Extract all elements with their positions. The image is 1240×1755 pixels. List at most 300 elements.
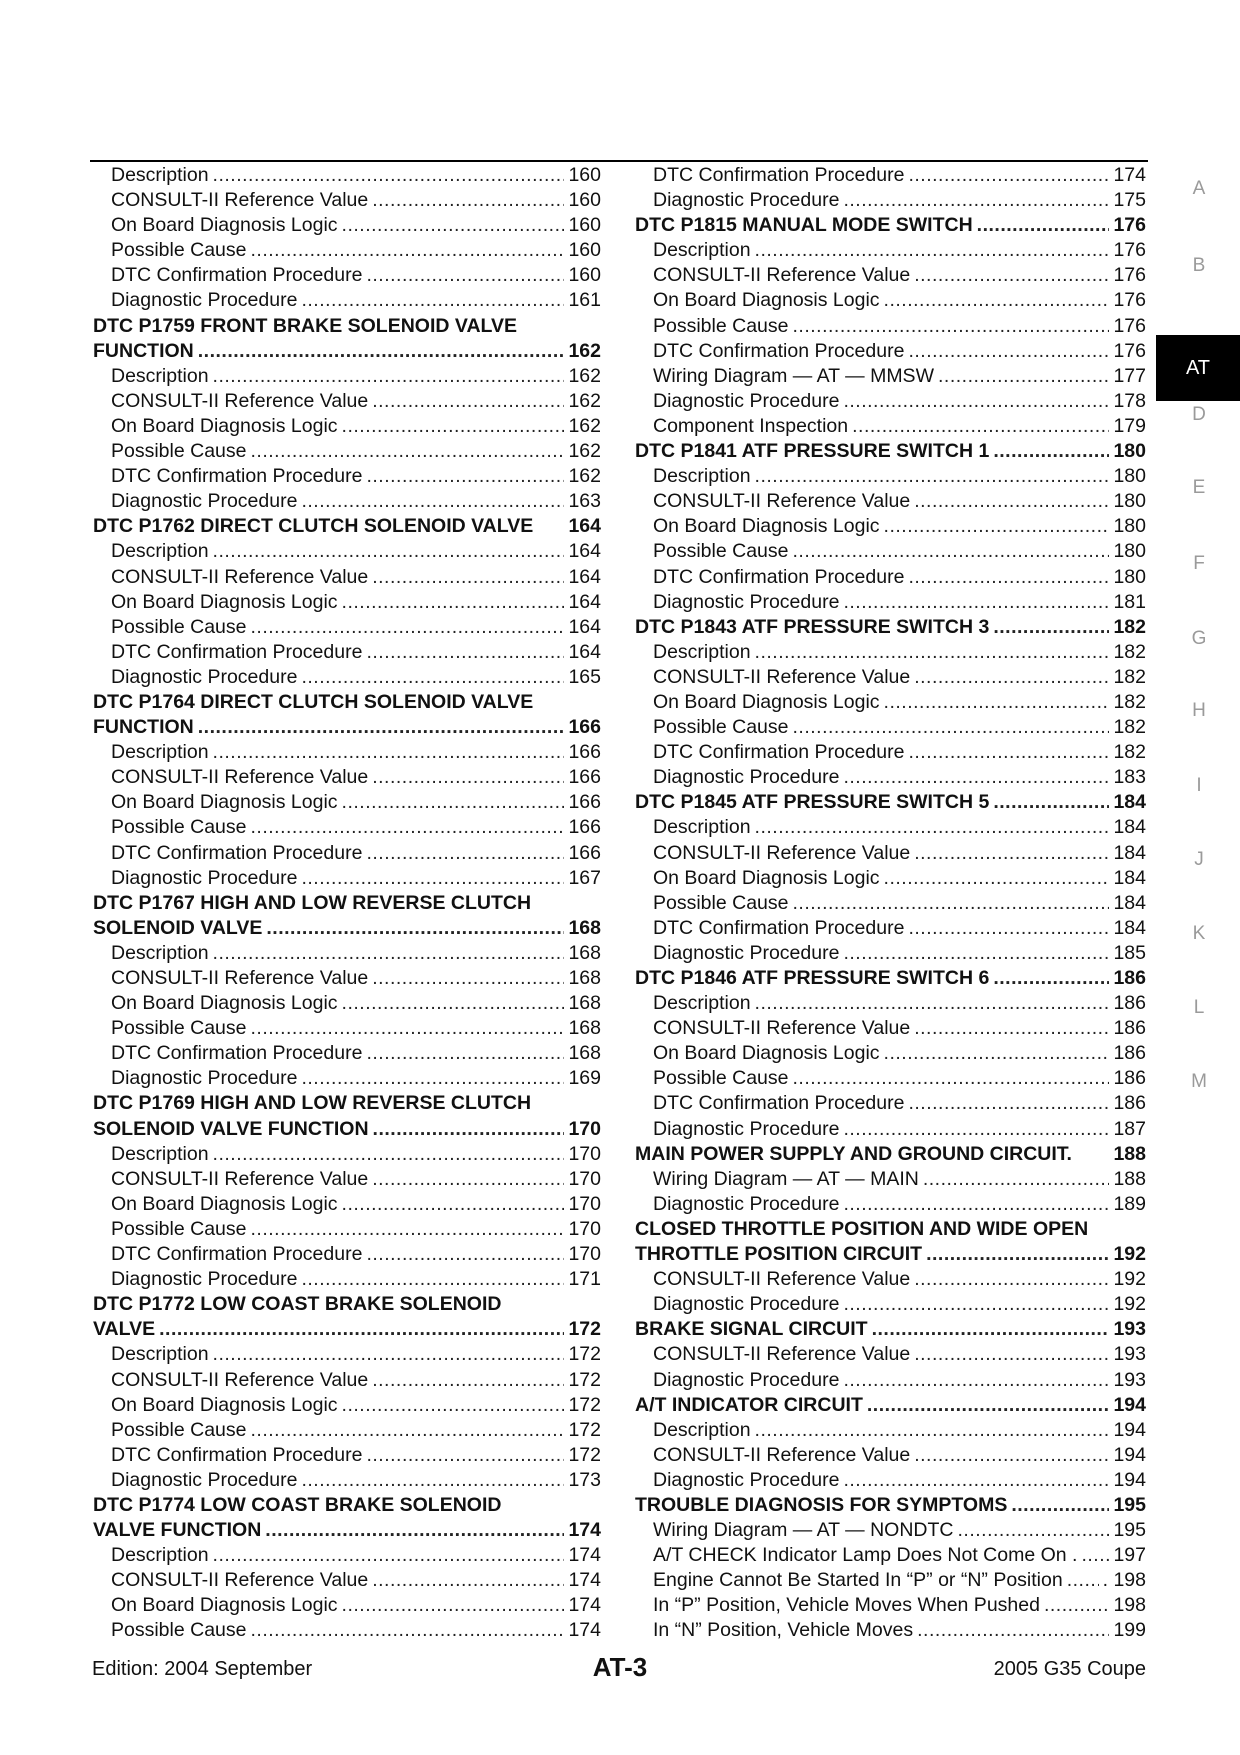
toc-dot-leader	[366, 841, 564, 866]
toc-entry[interactable]	[93, 1041, 601, 1066]
toc-entry-title: DTC Confirmation Procedure	[653, 1092, 905, 1115]
toc-entry[interactable]	[635, 263, 1146, 288]
toc-dot-leader	[372, 966, 564, 991]
toc-entry[interactable]	[93, 1142, 601, 1167]
toc-entry[interactable]	[635, 414, 1146, 439]
toc-entry[interactable]	[93, 163, 601, 188]
toc-entry[interactable]	[93, 815, 601, 840]
toc-entry-title: Diagnostic Procedure	[111, 866, 298, 889]
toc-entry[interactable]	[93, 1593, 601, 1618]
toc-section-heading[interactable]	[93, 715, 601, 740]
toc-dot-leader	[843, 389, 1109, 414]
toc-entry-title: Description	[653, 992, 751, 1015]
toc-dot-leader	[1081, 1543, 1109, 1568]
section-tab-k[interactable]: K	[1192, 923, 1206, 944]
toc-dot-leader	[843, 1368, 1109, 1393]
toc-page-number: 177	[1113, 364, 1146, 387]
toc-entry[interactable]	[93, 414, 601, 439]
toc-entry[interactable]	[93, 238, 601, 263]
toc-entry-title: Diagnostic Procedure	[111, 665, 298, 688]
toc-page-number: 166	[568, 841, 601, 864]
toc-entry-title: Diagnostic Procedure	[653, 389, 840, 412]
toc-page-number: 169	[568, 1067, 601, 1090]
toc-entry-title: DTC P1764 DIRECT CLUTCH SOLENOID VALVE	[93, 690, 534, 713]
toc-entry[interactable]	[93, 439, 601, 464]
toc-entry-title: Diagnostic Procedure	[111, 1067, 298, 1090]
toc-entry[interactable]	[635, 288, 1146, 313]
toc-entry[interactable]	[635, 1091, 1146, 1116]
toc-entry-title: Description	[111, 164, 209, 186]
toc-page-number: 180	[1113, 515, 1146, 538]
toc-right-column	[635, 163, 1146, 1644]
section-tab-l[interactable]: L	[1193, 997, 1205, 1018]
toc-page-number: 170	[568, 1192, 601, 1215]
toc-dot-leader	[301, 288, 564, 313]
toc-entry[interactable]	[635, 1518, 1146, 1543]
toc-dot-leader	[884, 690, 1110, 715]
toc-page-number: 176	[1113, 314, 1146, 337]
toc-entry-title: On Board Diagnosis Logic	[111, 1594, 338, 1617]
toc-entry[interactable]	[635, 1593, 1146, 1618]
toc-entry-title: CONSULT-II Reference Value	[653, 841, 911, 864]
section-tab-i[interactable]: I	[1196, 775, 1202, 796]
toc-entry[interactable]	[93, 1242, 601, 1267]
toc-dot-leader	[159, 1317, 564, 1342]
toc-page-number: 160	[568, 264, 601, 287]
toc-entry-title: On Board Diagnosis Logic	[653, 866, 880, 889]
toc-section-heading[interactable]	[93, 1518, 601, 1543]
toc-entry-title: On Board Diagnosis Logic	[653, 289, 880, 312]
toc-page-number: 184	[1113, 916, 1146, 939]
toc-page-number: 184	[1113, 891, 1146, 914]
toc-entry[interactable]	[635, 991, 1146, 1016]
toc-page-number: 172	[568, 1443, 601, 1466]
toc-dot-leader	[366, 1242, 564, 1267]
toc-dot-leader	[342, 1393, 565, 1418]
toc-page-number: 194	[1113, 1418, 1146, 1441]
toc-dot-leader	[793, 715, 1110, 740]
toc-page-number: 162	[568, 364, 601, 387]
section-tab-d[interactable]: D	[1192, 404, 1206, 425]
toc-entry-title: Diagnostic Procedure	[111, 490, 298, 513]
toc-dot-leader	[908, 565, 1109, 590]
toc-page-number: 166	[568, 766, 601, 789]
toc-section-heading[interactable]	[93, 1117, 601, 1142]
toc-dot-leader	[993, 790, 1109, 815]
toc-page-number: 179	[1113, 414, 1146, 437]
toc-page-number: 176	[1113, 214, 1146, 237]
toc-page-number: 172	[568, 1418, 601, 1441]
toc-dot-leader	[884, 1041, 1110, 1066]
toc-entry-title: CLOSED THROTTLE POSITION AND WIDE OPEN	[635, 1217, 1089, 1240]
toc-entry-title: Possible Cause	[653, 1067, 789, 1090]
toc-entry-title: On Board Diagnosis Logic	[111, 414, 338, 437]
toc-dot-leader	[265, 1518, 564, 1543]
toc-page-number: 186	[1113, 1042, 1146, 1065]
toc-dot-leader	[884, 288, 1110, 313]
toc-entry[interactable]	[93, 1468, 601, 1493]
toc-entry[interactable]	[93, 213, 601, 238]
toc-section-heading[interactable]	[635, 1493, 1146, 1518]
toc-entry[interactable]	[93, 489, 601, 514]
toc-page-number: 168	[568, 916, 601, 939]
toc-dot-leader	[372, 765, 564, 790]
toc-entry-title: Diagnostic Procedure	[653, 1293, 840, 1316]
toc-entry[interactable]	[93, 1217, 601, 1242]
toc-page-number: 180	[1113, 465, 1146, 488]
toc-entry[interactable]	[93, 966, 601, 991]
toc-entry[interactable]	[93, 665, 601, 690]
toc-dot-leader	[251, 1217, 565, 1242]
toc-page-number: 162	[568, 465, 601, 488]
toc-section-heading[interactable]	[93, 1317, 601, 1342]
toc-dot-leader	[914, 1443, 1109, 1468]
toc-section-heading[interactable]	[93, 1292, 601, 1317]
toc-entry-title: DTC P1774 LOW COAST BRAKE SOLENOID	[93, 1493, 502, 1516]
toc-entry[interactable]	[93, 539, 601, 564]
toc-entry[interactable]	[93, 364, 601, 389]
toc-entry[interactable]	[635, 464, 1146, 489]
toc-page-number: 166	[568, 816, 601, 839]
toc-entry[interactable]	[635, 1192, 1146, 1217]
toc-entry-title: FUNCTION	[93, 716, 194, 739]
toc-entry[interactable]	[93, 565, 601, 590]
toc-dot-leader	[867, 1393, 1110, 1418]
toc-entry-title: Possible Cause	[111, 440, 247, 463]
toc-section-heading[interactable]	[635, 966, 1146, 991]
toc-entry-title: Component Inspection	[653, 414, 849, 437]
section-tab-f[interactable]: F	[1193, 553, 1205, 574]
toc-entry[interactable]	[93, 590, 601, 615]
toc-entry-title: A/T INDICATOR CIRCUIT	[635, 1393, 863, 1416]
toc-entry[interactable]	[93, 1192, 601, 1217]
toc-entry[interactable]	[635, 163, 1146, 188]
toc-entry[interactable]	[635, 1468, 1146, 1493]
toc-page-number: 160	[568, 239, 601, 262]
toc-entry-title: CONSULT-II Reference Value	[653, 264, 911, 287]
toc-entry[interactable]	[635, 188, 1146, 213]
toc-entry[interactable]	[635, 314, 1146, 339]
toc-section-heading[interactable]	[635, 1317, 1146, 1342]
toc-entry[interactable]	[93, 1016, 601, 1041]
toc-entry-title: On Board Diagnosis Logic	[111, 214, 338, 237]
toc-entry[interactable]	[635, 1041, 1146, 1066]
section-tab-m[interactable]: M	[1191, 1071, 1207, 1092]
toc-dot-leader	[843, 1468, 1109, 1493]
toc-entry[interactable]	[635, 539, 1146, 564]
toc-entry[interactable]	[635, 565, 1146, 590]
toc-entry[interactable]	[93, 1066, 601, 1091]
toc-dot-leader	[213, 1543, 565, 1568]
section-tab-at[interactable]: AT	[1156, 335, 1240, 401]
toc-entry-title: On Board Diagnosis Logic	[653, 515, 880, 538]
toc-section-heading[interactable]	[635, 1217, 1146, 1242]
toc-entry[interactable]	[93, 841, 601, 866]
toc-entry[interactable]	[635, 891, 1146, 916]
section-tab-b[interactable]: B	[1192, 255, 1206, 276]
toc-page-number: 180	[1113, 490, 1146, 513]
toc-page-number: 161	[568, 289, 601, 312]
footer-model: 2005 G35 Coupe	[993, 1658, 1146, 1680]
toc-entry[interactable]	[635, 489, 1146, 514]
toc-entry[interactable]	[635, 1418, 1146, 1443]
toc-entry[interactable]	[635, 815, 1146, 840]
toc-entry-title: DTC P1841 ATF PRESSURE SWITCH 1	[635, 440, 990, 463]
toc-section-heading[interactable]	[635, 615, 1146, 640]
toc-entry-title: Description	[111, 741, 209, 764]
toc-entry[interactable]	[635, 941, 1146, 966]
toc-section-heading[interactable]	[635, 1393, 1146, 1418]
toc-section-heading[interactable]	[635, 1242, 1146, 1267]
toc-entry-title: DTC P1769 HIGH AND LOW REVERSE CLUTCH	[93, 1092, 532, 1115]
toc-page-number: 164	[568, 565, 601, 588]
toc-entry[interactable]	[635, 1267, 1146, 1292]
toc-entry[interactable]	[635, 1342, 1146, 1367]
toc-page-number: 184	[1113, 791, 1146, 814]
toc-entry-title: A/T CHECK Indicator Lamp Does Not Come On .	[653, 1544, 1078, 1567]
toc-dot-leader	[342, 414, 565, 439]
toc-dot-leader	[914, 1016, 1109, 1041]
toc-entry[interactable]	[93, 866, 601, 891]
toc-section-heading[interactable]	[635, 790, 1146, 815]
toc-entry[interactable]	[635, 740, 1146, 765]
toc-entry-title: In “N” Position, Vehicle Moves	[653, 1619, 914, 1642]
toc-entry[interactable]	[635, 364, 1146, 389]
toc-dot-leader	[342, 590, 565, 615]
toc-entry[interactable]	[93, 1368, 601, 1393]
toc-entry-title: Possible Cause	[111, 1619, 247, 1642]
toc-entry[interactable]	[635, 1443, 1146, 1468]
toc-page-number: . 198	[1102, 1569, 1146, 1592]
toc-page-number: 176	[1113, 239, 1146, 262]
toc-page-number: 166	[568, 741, 601, 764]
toc-dot-leader	[213, 740, 565, 765]
toc-dot-leader	[993, 615, 1109, 640]
toc-entry[interactable]	[635, 715, 1146, 740]
section-tab-g[interactable]: G	[1191, 628, 1207, 649]
toc-entry-title: Description	[111, 1343, 209, 1366]
toc-dot-leader	[198, 339, 565, 364]
toc-page-number: 197	[1113, 1544, 1146, 1567]
toc-entry[interactable]	[635, 1543, 1146, 1568]
toc-entry[interactable]	[635, 640, 1146, 665]
toc-entry-title: Diagnostic Procedure	[653, 941, 840, 964]
toc-entry[interactable]	[635, 841, 1146, 866]
toc-dot-leader	[213, 539, 565, 564]
toc-dot-leader	[366, 1041, 564, 1066]
toc-section-heading[interactable]	[93, 339, 601, 364]
toc-page-number: 168	[568, 1017, 601, 1040]
toc-entry-title: DTC Confirmation Procedure	[653, 565, 905, 588]
toc-entry[interactable]	[635, 765, 1146, 790]
toc-entry[interactable]	[635, 665, 1146, 690]
toc-dot-leader	[872, 1317, 1110, 1342]
toc-dot-leader	[923, 1167, 1110, 1192]
toc-dot-leader	[917, 1618, 1109, 1643]
toc-dot-leader	[373, 1117, 565, 1142]
toc-entry[interactable]	[635, 1066, 1146, 1091]
toc-entry[interactable]	[93, 1618, 601, 1643]
toc-entry-title: Possible Cause	[653, 314, 789, 337]
toc-entry[interactable]	[635, 1167, 1146, 1192]
toc-entry[interactable]	[93, 1443, 601, 1468]
toc-page-number: 186	[1113, 992, 1146, 1015]
toc-page-number: 166	[568, 791, 601, 814]
toc-page-number: 172	[568, 1368, 601, 1391]
toc-section-heading[interactable]	[93, 891, 601, 916]
section-tab-strip	[1158, 0, 1240, 1755]
toc-entry[interactable]	[93, 615, 601, 640]
toc-dot-leader	[843, 1292, 1109, 1317]
toc-page-number: 174	[568, 1544, 601, 1567]
toc-entry[interactable]	[635, 916, 1146, 941]
toc-entry[interactable]	[93, 288, 601, 313]
toc-entry-title: DTC P1843 ATF PRESSURE SWITCH 3	[635, 615, 990, 638]
toc-page-number: 162	[568, 339, 601, 362]
toc-entry[interactable]	[635, 1292, 1146, 1317]
toc-entry-title: DTC Confirmation Procedure	[653, 741, 905, 764]
toc-entry[interactable]	[635, 238, 1146, 263]
toc-entry-title: MAIN POWER SUPPLY AND GROUND CIRCUIT.	[635, 1142, 1072, 1165]
toc-page-number: 162	[568, 389, 601, 412]
toc-dot-leader	[342, 1593, 565, 1618]
toc-entry-title: Possible Cause	[653, 891, 789, 914]
toc-page-number: 164	[568, 615, 601, 638]
section-tab-h[interactable]: H	[1192, 700, 1206, 721]
toc-page-number: 194	[1113, 1468, 1146, 1491]
toc-dot-leader	[1044, 1593, 1110, 1618]
toc-entry-title: DTC Confirmation Procedure	[653, 916, 905, 939]
toc-entry[interactable]	[93, 1267, 601, 1292]
toc-entry[interactable]	[93, 389, 601, 414]
toc-dot-leader	[993, 966, 1109, 991]
toc-section-heading[interactable]	[93, 314, 601, 339]
toc-entry[interactable]	[635, 339, 1146, 364]
toc-entry[interactable]	[93, 740, 601, 765]
toc-dot-leader	[843, 188, 1109, 213]
toc-entry-title: CONSULT-II Reference Value	[653, 490, 911, 513]
toc-entry[interactable]	[93, 1167, 601, 1192]
toc-entry-title: CONSULT-II Reference Value	[653, 1343, 911, 1366]
toc-page-number: 174	[1113, 164, 1146, 186]
toc-page-number: 186	[1113, 1092, 1146, 1115]
toc-entry[interactable]	[93, 640, 601, 665]
toc-entry-title: Diagnostic Procedure	[653, 189, 840, 212]
toc-page-number: 186	[1113, 967, 1146, 989]
toc-entry-title: DTC Confirmation Procedure	[111, 640, 363, 663]
toc-entry[interactable]	[93, 263, 601, 288]
toc-page-number: 170	[568, 1117, 601, 1140]
toc-entry[interactable]	[93, 1342, 601, 1367]
toc-page-number: 168	[568, 941, 601, 964]
toc-entry[interactable]	[93, 1393, 601, 1418]
toc-entry[interactable]	[635, 1568, 1146, 1593]
toc-entry[interactable]	[93, 765, 601, 790]
section-tab-j[interactable]: J	[1194, 849, 1204, 870]
toc-dot-leader	[755, 815, 1110, 840]
toc-entry[interactable]	[635, 389, 1146, 414]
toc-dot-leader	[843, 1192, 1109, 1217]
toc-page-number: 182	[1113, 665, 1146, 688]
toc-dot-leader	[914, 1267, 1109, 1292]
toc-dot-leader	[366, 263, 564, 288]
toc-page-number: 176	[1113, 289, 1146, 312]
toc-page-number: 168	[568, 967, 601, 989]
toc-dot-leader	[301, 1267, 564, 1292]
toc-entry[interactable]	[635, 1117, 1146, 1142]
toc-entry[interactable]	[93, 1568, 601, 1593]
toc-entry[interactable]	[635, 866, 1146, 891]
toc-entry-title: SOLENOID VALVE	[93, 916, 263, 939]
toc-page-number: 174	[568, 1569, 601, 1592]
toc-entry-title: CONSULT-II Reference Value	[111, 766, 369, 789]
toc-entry[interactable]	[93, 941, 601, 966]
toc-entry[interactable]	[635, 690, 1146, 715]
toc-entry[interactable]	[93, 1418, 601, 1443]
toc-entry-title: Wiring Diagram — AT — NONDTC	[653, 1519, 954, 1542]
toc-page-number: 172	[568, 1318, 601, 1341]
toc-page-number: 192	[1113, 1243, 1146, 1266]
toc-section-heading[interactable]	[93, 514, 601, 539]
toc-page-number: 185	[1113, 941, 1146, 964]
toc-section-heading[interactable]	[635, 439, 1146, 464]
toc-entry-title: Description	[111, 1544, 209, 1567]
toc-section-heading[interactable]	[93, 690, 601, 715]
toc-entry-title: Diagnostic Procedure	[111, 289, 298, 312]
toc-dot-leader	[755, 464, 1110, 489]
toc-dot-leader	[301, 1066, 564, 1091]
toc-entry[interactable]	[635, 1016, 1146, 1041]
toc-entry-title: BRAKE SIGNAL CIRCUIT	[635, 1318, 868, 1341]
toc-section-heading[interactable]	[635, 1142, 1146, 1167]
toc-dot-leader	[251, 815, 565, 840]
toc-entry[interactable]	[93, 991, 601, 1016]
toc-section-heading[interactable]	[93, 1493, 601, 1518]
toc-dot-leader	[213, 364, 565, 389]
toc-entry-title: On Board Diagnosis Logic	[111, 1393, 338, 1416]
toc-section-heading[interactable]	[93, 1091, 601, 1116]
toc-dot-leader	[301, 1468, 564, 1493]
section-tab-e[interactable]: E	[1192, 477, 1206, 498]
toc-entry[interactable]	[635, 514, 1146, 539]
toc-entry-title: Possible Cause	[111, 1017, 247, 1040]
toc-page-number: 170	[568, 1243, 601, 1266]
toc-section-heading[interactable]	[635, 213, 1146, 238]
toc-entry[interactable]	[93, 1543, 601, 1568]
toc-entry[interactable]	[93, 790, 601, 815]
toc-entry-title: Description	[653, 1418, 751, 1441]
toc-entry-title: Description	[653, 239, 751, 262]
toc-entry-title: CONSULT-II Reference Value	[111, 1569, 369, 1592]
toc-entry-title: Description	[653, 465, 751, 488]
toc-dot-leader	[372, 1167, 564, 1192]
toc-section-heading[interactable]	[93, 916, 601, 941]
toc-dot-leader	[342, 790, 565, 815]
toc-page-number: 174	[568, 1594, 601, 1617]
toc-entry[interactable]	[93, 188, 601, 213]
toc-dot-leader	[366, 640, 564, 665]
footer-page-id: AT-3	[592, 1652, 648, 1682]
toc-entry[interactable]	[93, 464, 601, 489]
toc-page-number: 198	[1113, 1594, 1146, 1617]
toc-entry[interactable]	[635, 1618, 1146, 1643]
section-tab-a[interactable]: A	[1192, 178, 1206, 199]
toc-entry-title: On Board Diagnosis Logic	[111, 590, 338, 613]
toc-entry[interactable]	[635, 1368, 1146, 1393]
toc-entry[interactable]	[635, 590, 1146, 615]
toc-entry-title: VALVE FUNCTION	[93, 1519, 262, 1542]
toc-entry-title: THROTTLE POSITION CIRCUIT	[635, 1243, 923, 1266]
